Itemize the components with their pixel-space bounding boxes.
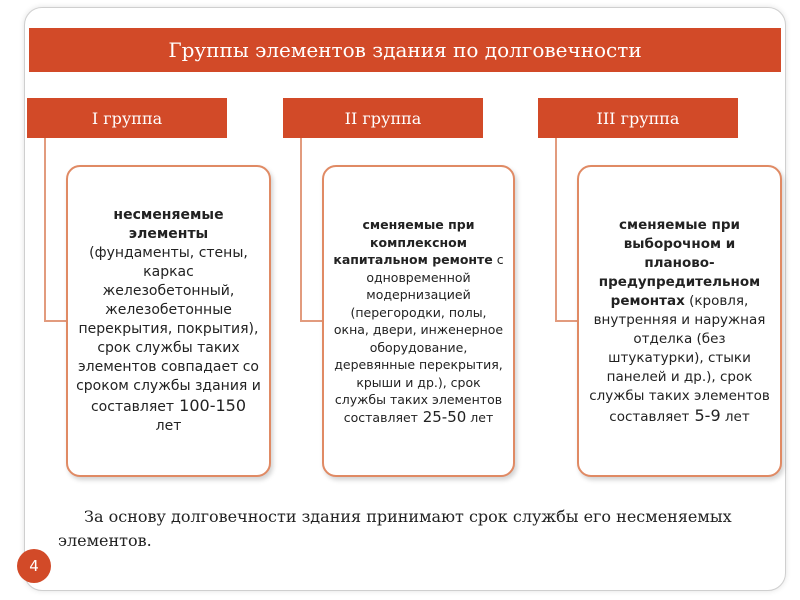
group-2-text: с одновременной модернизацией (перегородки, полы, окна, двери, инженерное оборудование, деревянные перекрытия, крыши и др.), срок службы таких элементов составляет [333, 252, 504, 425]
group-1-text: (фундаменты, стены, каркас железобетонный, железобетонные перекрытия, покрытия), срок службы таких элементов совпадает со сроком службы здания и составляет [76, 245, 261, 415]
group-1-term: 100-150 [174, 396, 247, 415]
group-3-header: III группа [538, 98, 738, 138]
group-3-term: 5-9 [689, 405, 721, 425]
group-2-connector [300, 138, 302, 321]
group-2-header: II группа [283, 98, 483, 138]
conclusion-text: За основу долговечности здания принимают срок службы его несменяемых элементов. [58, 507, 732, 550]
group-3-connector [555, 138, 557, 321]
group-2-connector-h [300, 320, 322, 322]
group-1-bold: несменяемые элементы [113, 207, 224, 242]
group-1-connector [44, 138, 46, 321]
group-3-suffix: лет [720, 408, 750, 425]
group-3-card [577, 165, 782, 477]
group-3-connector-h [555, 320, 577, 322]
page-number-badge: 4 [17, 549, 51, 583]
group-3-bold: сменяемые при выборочном и планово-предупредительном ремонтах [598, 216, 761, 309]
group-1-card [66, 165, 271, 477]
group-3-text: (кровля, внутренняя и наружная отделка (без штукатурки), стыки панелей и др.), срок службы таких элементов составляет [589, 292, 770, 425]
group-2-suffix: лет [466, 409, 494, 425]
group-2-bold: сменяемые при комплексном капитальном ремонте [333, 217, 493, 267]
group-2-term: 25-50 [417, 407, 467, 426]
group-1-header: I группа [27, 98, 227, 138]
group-1-suffix: лет [155, 418, 182, 434]
group-2-card [322, 165, 515, 477]
group-1-connector-h [44, 320, 66, 322]
slide-title: Группы элементов здания по долговечности [29, 28, 781, 72]
